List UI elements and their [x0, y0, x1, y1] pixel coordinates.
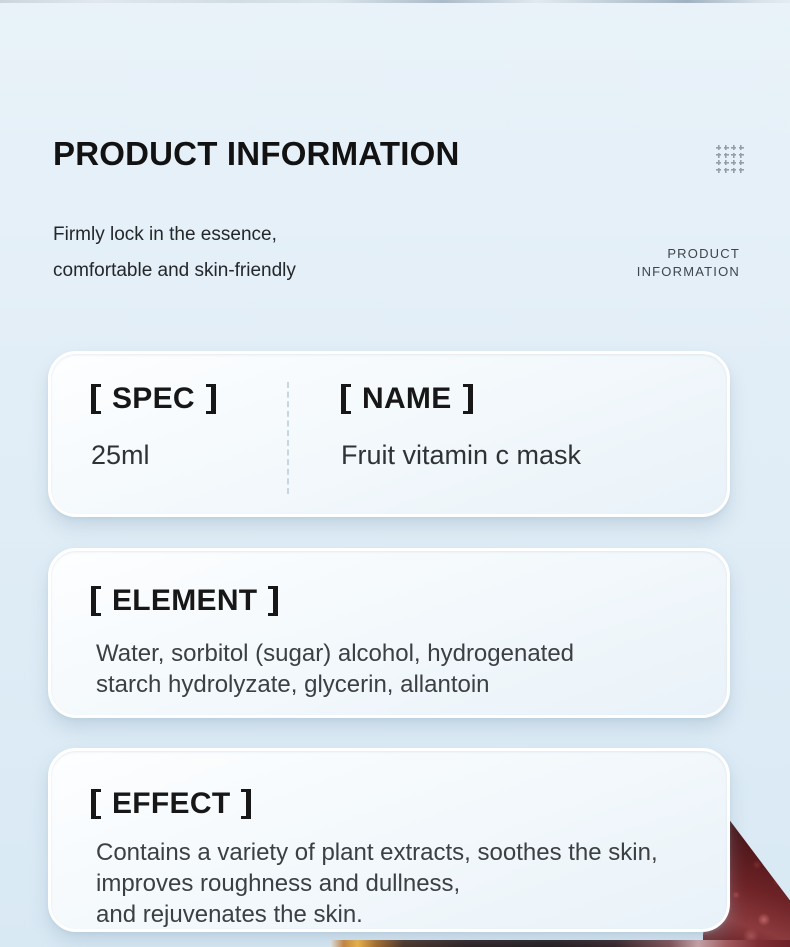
element-card: [48, 548, 730, 718]
grid-dots-icon: [716, 145, 744, 173]
effect-body: [91, 837, 687, 930]
right-lenticular-bracket-icon: [206, 384, 216, 414]
left-lenticular-bracket-icon: [91, 789, 101, 819]
name-value: Fruit vitamin c mask: [341, 440, 582, 470]
element-body: [91, 638, 687, 700]
side-label-line-1: PRODUCT: [667, 246, 740, 261]
name-heading-label: NAME: [362, 382, 452, 415]
page-title: PRODUCT INFORMATION: [53, 135, 460, 172]
side-label-line-2: INFORMATION: [636, 264, 740, 279]
top-photo-edge-strip: [0, 0, 790, 3]
left-lenticular-bracket-icon: [91, 384, 101, 414]
spec-value: 25ml: [91, 440, 150, 470]
name-column: [341, 382, 581, 471]
left-lenticular-bracket-icon: [341, 384, 351, 414]
effect-body-line-2: improves roughness and dullness,: [96, 870, 461, 897]
spec-heading: [91, 382, 216, 416]
element-body-line-1: Water, sorbitol (sugar) alcohol, hydrogenated: [96, 640, 575, 667]
spec-name-card: [48, 351, 730, 517]
name-heading: [341, 382, 581, 416]
element-heading: [91, 584, 687, 618]
spec-heading-label: SPEC: [112, 382, 195, 415]
dashed-divider: [287, 382, 289, 494]
subtitle-line-1: Firmly lock in the essence,: [53, 224, 277, 245]
left-lenticular-bracket-icon: [91, 586, 101, 616]
effect-body-line-1: Contains a variety of plant extracts, soothes the skin,: [96, 839, 658, 866]
right-lenticular-bracket-icon: [463, 384, 473, 414]
right-lenticular-bracket-icon: [268, 586, 278, 616]
effect-heading-label: EFFECT: [112, 787, 231, 820]
bottom-photo-edge-strip: [330, 940, 790, 947]
spec-column: [91, 382, 216, 471]
subtitle: [53, 217, 296, 289]
effect-heading: [91, 787, 687, 821]
effect-body-line-3: and rejuvenates the skin.: [96, 901, 363, 928]
right-lenticular-bracket-icon: [241, 789, 251, 819]
element-heading-label: ELEMENT: [112, 584, 258, 617]
element-body-line-2: starch hydrolyzate, glycerin, allantoin: [96, 671, 490, 698]
side-section-label: [637, 245, 740, 281]
effect-card: [48, 748, 730, 932]
subtitle-line-2: comfortable and skin-friendly: [53, 260, 296, 281]
